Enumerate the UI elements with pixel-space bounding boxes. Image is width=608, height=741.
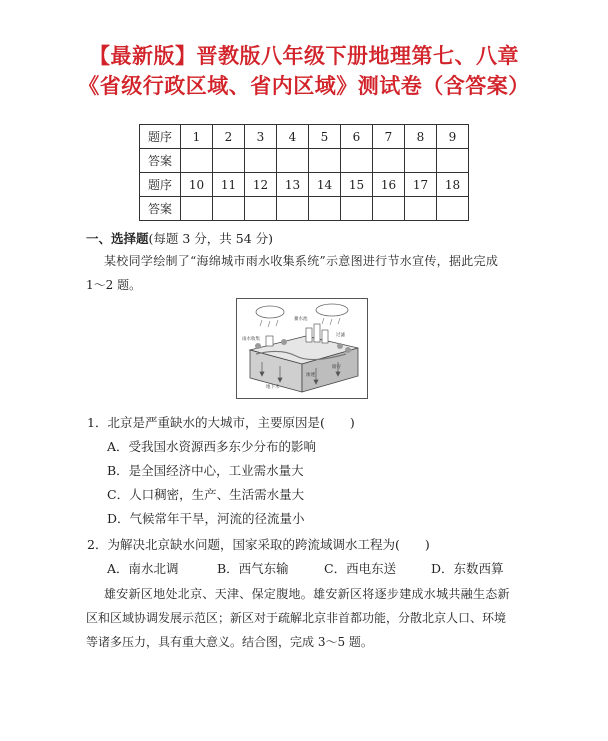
question-number-cell: 13 (277, 173, 309, 197)
table-row (140, 173, 469, 197)
document-title-line-1: 【最新版】晋教版八年级下册地理第七、八章 (89, 44, 519, 68)
answer-cell[interactable] (341, 197, 373, 221)
question-1-option-d: D．气候常年干旱，河流的径流量小 (107, 511, 305, 526)
answer-cell[interactable] (405, 197, 437, 221)
section-note: (每题 3 分，共 54 分) (148, 231, 274, 246)
header-label-cell: 题序 (140, 173, 181, 197)
answer-cell[interactable] (213, 197, 245, 221)
answer-cell[interactable] (181, 197, 213, 221)
answer-cell[interactable] (245, 197, 277, 221)
diagram-label: 蓄水池 (294, 317, 308, 322)
question-number-cell: 12 (245, 173, 277, 197)
section-title: 一、选择题 (86, 231, 149, 246)
diagram-label: 储存 (332, 365, 341, 370)
question-number-cell: 9 (437, 125, 469, 149)
header-label-cell: 题序 (140, 125, 181, 149)
question-number-cell: 2 (213, 125, 245, 149)
question-2-option-d: D．东数西算 (431, 561, 504, 576)
answer-cell[interactable] (373, 149, 405, 173)
question-1-option-a: A．受我国水资源西多东少分布的影响 (107, 439, 317, 454)
section-heading (86, 229, 273, 247)
question-number-cell: 14 (309, 173, 341, 197)
answer-cell[interactable] (437, 149, 469, 173)
question-1-option-b: B．是全国经济中心，工业需水量大 (107, 463, 304, 478)
answer-cell[interactable] (181, 149, 213, 173)
table-row (140, 125, 469, 149)
question-number-cell: 5 (309, 125, 341, 149)
answer-cell[interactable] (213, 149, 245, 173)
question-number-cell: 16 (373, 173, 405, 197)
intro-paragraph-1-line-2: 1～2 题。 (86, 278, 142, 292)
answer-label-cell: 答案 (140, 197, 181, 221)
answer-table (139, 124, 469, 221)
question-number-cell: 3 (245, 125, 277, 149)
intro-paragraph-2-line-3: 等诸多压力，具有重大意义。结合图，完成 3～5 题。 (86, 635, 373, 649)
intro-paragraph-2-line-1: 雄安新区地处北京、天津、保定腹地。雄安新区将逐步建成水城共融生态新 (104, 587, 510, 601)
document-title-line-2: 《省级行政区域、省内区域》测试卷（含答案） (78, 74, 530, 98)
answer-cell[interactable] (341, 149, 373, 173)
question-number-cell: 11 (213, 173, 245, 197)
answer-cell[interactable] (309, 149, 341, 173)
question-number-cell: 8 (405, 125, 437, 149)
question-number-cell: 4 (277, 125, 309, 149)
answer-label-cell: 答案 (140, 149, 181, 173)
question-2-option-c: C．西电东送 (324, 561, 397, 576)
question-2-stem: 2．为解决北京缺水问题，国家采取的跨流域调水工程为( ) (87, 537, 430, 552)
answer-cell[interactable] (277, 149, 309, 173)
answer-cell[interactable] (277, 197, 309, 221)
question-1-option-c: C．人口稠密，生产、生活需水量大 (107, 487, 305, 502)
answer-cell[interactable] (437, 197, 469, 221)
question-number-cell: 17 (405, 173, 437, 197)
question-number-cell: 15 (341, 173, 373, 197)
question-2-option-a: A．南水北调 (107, 561, 179, 576)
diagram-label: 过滤 (336, 333, 345, 338)
answer-cell[interactable] (309, 197, 341, 221)
diagram-label: 渗透 (306, 373, 315, 378)
diagram-label: 地下水 (266, 385, 280, 390)
answer-cell[interactable] (405, 149, 437, 173)
table-row (140, 197, 469, 221)
question-number-cell: 6 (341, 125, 373, 149)
intro-paragraph-1-line-1: 某校同学绘制了“海绵城市雨水收集系统”示意图进行节水宣传，据此完成 (104, 254, 499, 268)
answer-cell[interactable] (245, 149, 277, 173)
question-number-cell: 10 (181, 173, 213, 197)
question-1-stem: 1．北京是严重缺水的大城市，主要原因是( ) (87, 415, 355, 430)
question-2-option-b: B．西气东输 (217, 561, 289, 576)
table-row (140, 149, 469, 173)
intro-paragraph-2-line-2: 区和区域协调发展示范区；新区对于疏解北京非首都功能，分散北京人口、环境 (86, 611, 507, 625)
diagram-label: 雨水收集 (242, 337, 260, 342)
question-number-cell: 7 (373, 125, 405, 149)
answer-cell[interactable] (373, 197, 405, 221)
question-2-options (107, 559, 504, 577)
sponge-city-diagram (236, 298, 368, 399)
question-number-cell: 18 (437, 173, 469, 197)
question-number-cell: 1 (181, 125, 213, 149)
